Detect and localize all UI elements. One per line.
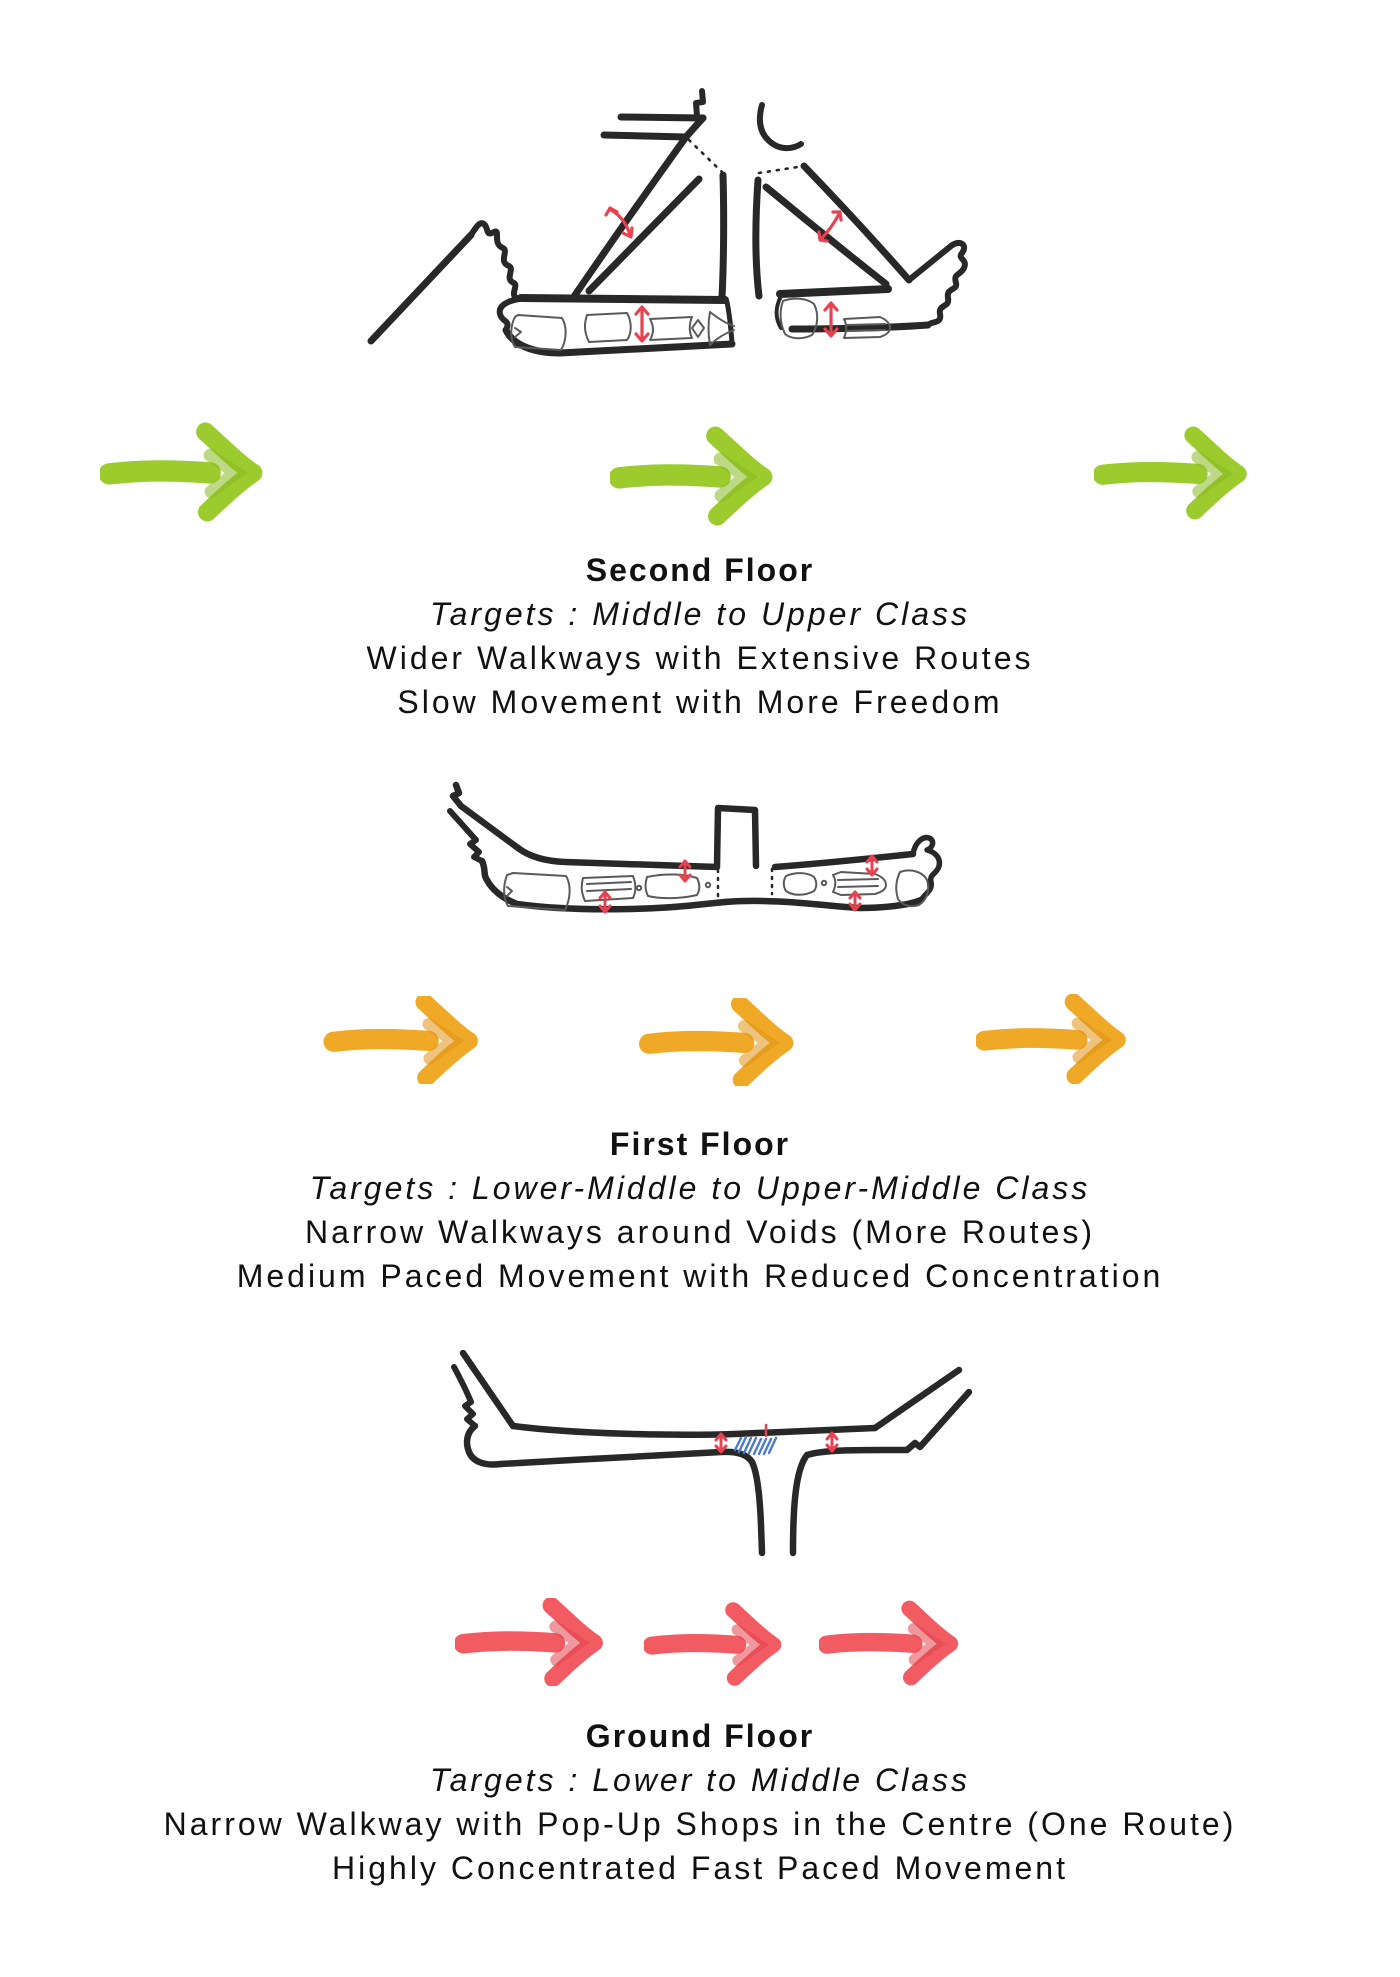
second-floor-plan-sketch bbox=[355, 88, 985, 393]
floor-movement: Slow Movement with More Freedom bbox=[397, 684, 1003, 720]
second-floor-caption bbox=[0, 548, 1400, 724]
ground-floor-plan-sketch bbox=[355, 1350, 980, 1580]
floor-targets: Targets : Lower to Middle Class bbox=[429, 1762, 970, 1798]
floor-feature: Narrow Walkways around Voids (More Routes) bbox=[305, 1214, 1095, 1250]
sketch-walls bbox=[454, 1353, 969, 1553]
floor-targets: Targets : Lower-Middle to Upper-Middle Class bbox=[309, 1170, 1091, 1206]
floor-title: Ground Floor bbox=[585, 1718, 815, 1754]
floor-title: First Floor bbox=[609, 1126, 791, 1162]
flow-arrow bbox=[976, 994, 1131, 1084]
floor-movement: Highly Concentrated Fast Paced Movement bbox=[332, 1850, 1068, 1886]
ground-floor-caption bbox=[0, 1714, 1400, 1890]
sketch-walls bbox=[450, 785, 939, 909]
flow-arrow bbox=[610, 424, 778, 528]
flow-arrow bbox=[100, 420, 268, 524]
first-floor-plan-sketch bbox=[355, 780, 980, 985]
flow-arrow bbox=[638, 998, 801, 1086]
first-floor-caption bbox=[0, 1122, 1400, 1298]
flow-arrow bbox=[644, 1600, 786, 1688]
floor-title: Second Floor bbox=[585, 552, 815, 588]
flow-arrow bbox=[455, 1598, 608, 1686]
floor-feature: Wider Walkways with Extensive Routes bbox=[366, 640, 1034, 676]
flow-arrow bbox=[1094, 423, 1252, 523]
flow-arrow bbox=[316, 996, 492, 1084]
flow-arrow bbox=[819, 1598, 963, 1688]
floor-feature: Narrow Walkway with Pop-Up Shops in the Centre (One Route) bbox=[163, 1806, 1237, 1842]
floor-movement: Medium Paced Movement with Reduced Concentration bbox=[236, 1258, 1164, 1294]
floor-targets: Targets : Middle to Upper Class bbox=[429, 596, 970, 632]
sketch-walls bbox=[371, 91, 965, 353]
